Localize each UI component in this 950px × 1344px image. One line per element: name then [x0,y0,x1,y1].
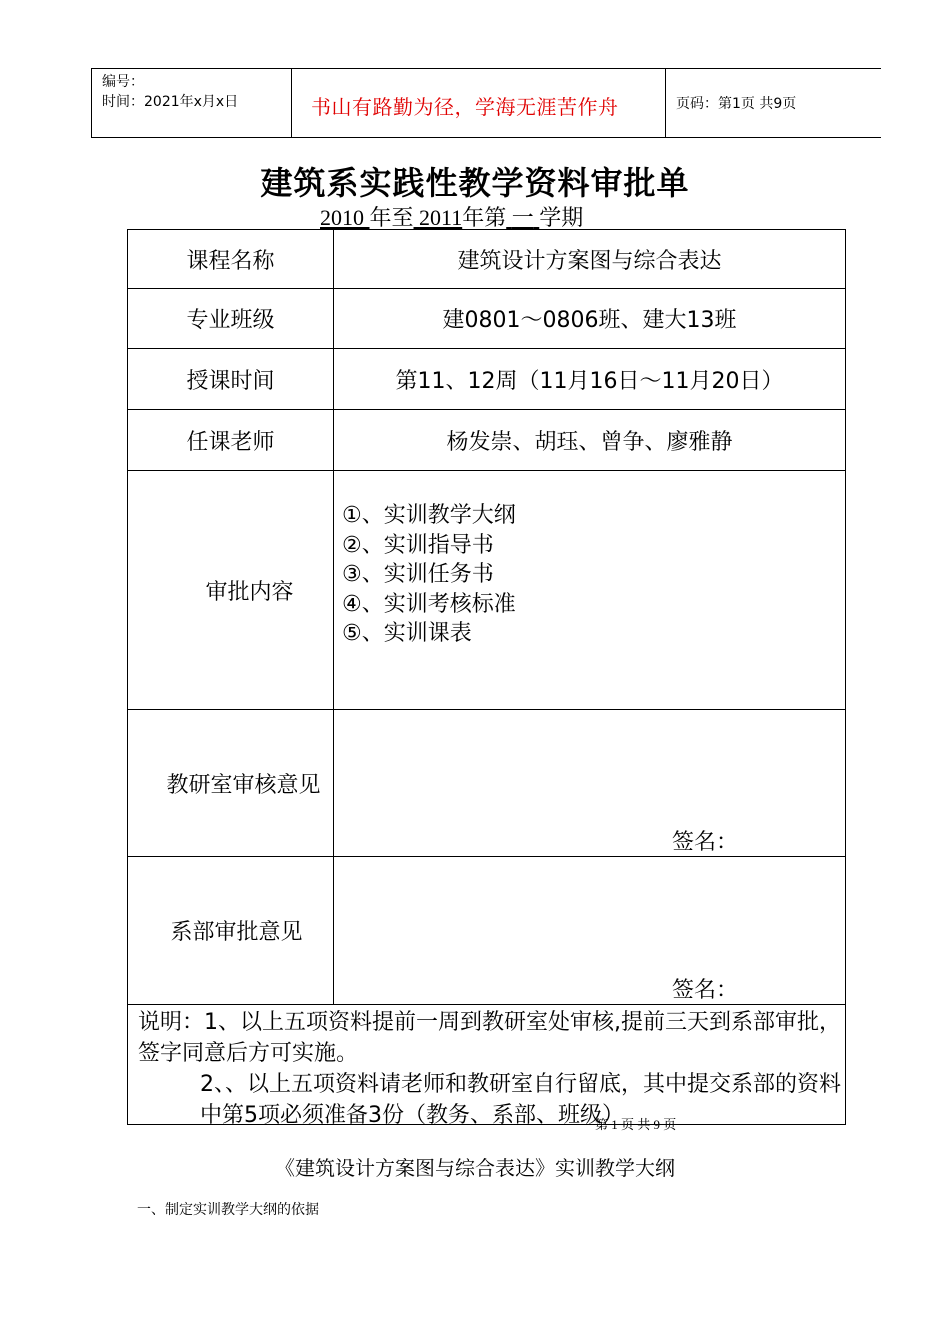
content-list [342,501,516,649]
office-signature-label: 签名： [672,830,739,855]
syllabus-title: 《建筑设计方案图与综合表达》实训教学大纲 [275,1156,675,1180]
time-value: 第11、12周（11月16日～11月20日） [395,368,784,394]
section-heading: 一、制定实训教学大纲的依据 [137,1202,319,1218]
time-row [128,349,845,410]
content-label: 审批内容 [128,471,334,709]
page-title: 建筑系实践性教学资料审批单 [260,164,690,202]
course-value: 建筑设计方案图与综合表达 [457,248,722,274]
class-label: 专业班级 [128,289,334,348]
term-line [320,201,583,232]
doc-time-label: 时间：2021年x月x日 [102,94,239,110]
course-label: 课程名称 [128,230,334,288]
header-meta-cell [91,69,292,137]
content-item: ①、实训教学大纲 [342,503,516,528]
doc-number-label: 编号： [102,74,144,90]
content-item: ③、实训任务书 [342,562,494,587]
teacher-label: 任课老师 [128,410,334,470]
class-value: 建0801～0806班、建大13班 [442,308,737,333]
page-number: 第 1 页 共 9 页 [595,1117,677,1132]
content-item: ②、实训指导书 [342,532,494,558]
header-page-label: 页码：第1页 共9页 [676,96,797,112]
dept-signature-label: 签名： [672,978,739,1003]
dept-approval-label: 系部审批意见 [128,857,334,1004]
office-review-label: 教研室审核意见 [128,710,334,856]
approval-form-table [127,229,846,1128]
office-review-row [128,710,845,857]
class-row [128,289,845,349]
term-sep-1: 年至 [369,205,414,230]
course-row [128,230,845,289]
header-motto: 书山有路勤为径，学海无涯苦作舟 [311,95,619,119]
term-suffix: 学期 [539,205,584,230]
teacher-value: 杨发崇、胡珏、曾争、廖雅静 [446,429,733,455]
term-sep-2: 年第 [462,205,507,230]
document-header [91,68,881,138]
teacher-row [128,410,845,471]
note-line-2: 2、、以上五项资料请老师和教研室自行留底，其中提交系部的资料中第5项必须准备3份（教务、系部、班级） [200,1072,841,1128]
content-item: ④、实训考核标准 [342,591,516,617]
term-number: 一 [511,205,534,230]
content-row [128,471,845,710]
dept-approval-row [128,857,845,1005]
term-year-to: 2011 [419,205,463,230]
form-note [138,1007,843,1131]
content-item: ⑤、实训课表 [342,621,472,646]
term-year-from: 2010 [320,205,364,230]
note-line-1: 说明：1、以上五项资料提前一周到教研室处审核,提前三天到系部审批，签字同意后方可实施。 [138,1010,841,1066]
time-label: 授课时间 [128,349,334,409]
